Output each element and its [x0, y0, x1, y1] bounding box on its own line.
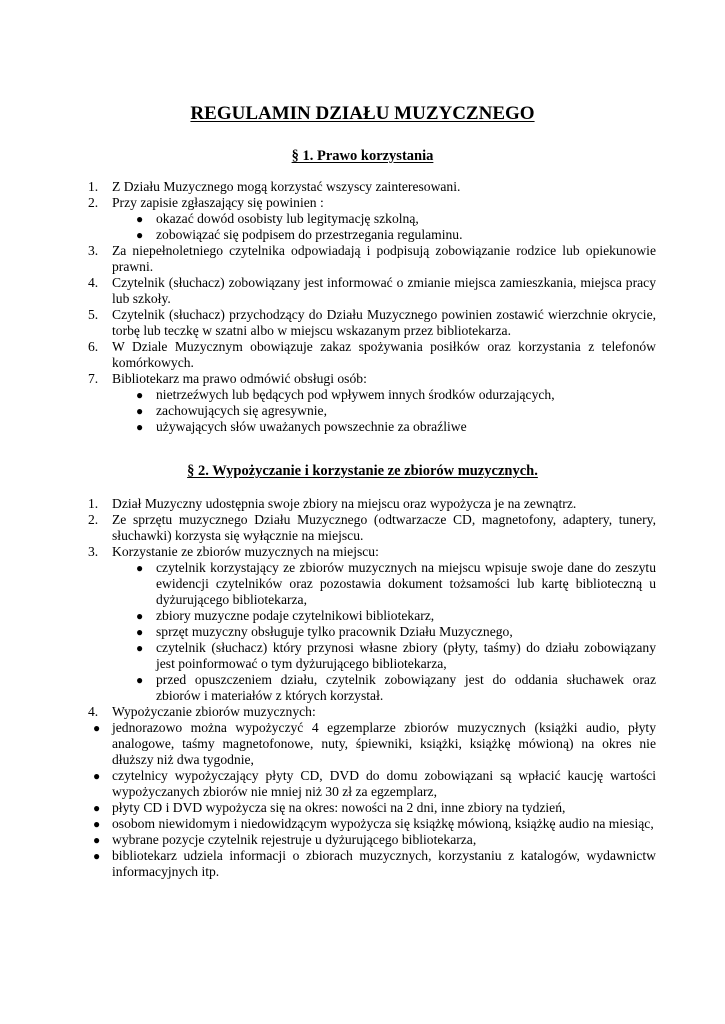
list-item: [88, 275, 656, 307]
section-1-list: [88, 179, 656, 435]
section-2-heading: § 2. Wypożyczanie i korzystanie ze zbiorów muzycznych.: [187, 463, 538, 479]
item-text: Wypożyczanie zbiorów muzycznych:: [112, 704, 316, 719]
bullet-item: ● czytelnik (słuchacz) który przynosi własne zbiory (płyty, taśmy) do działu zobowiązany jest poinformować o tym dyżurującego bibliotekarza,: [136, 640, 656, 671]
item-text: Korzystanie ze zbiorów muzycznych na miejscu:: [112, 544, 379, 559]
item-text: Przy zapisie zgłaszający się powinien :: [112, 195, 324, 210]
bullet-item: ● sprzęt muzyczny obsługuje tylko pracownik Działu Muzycznego,: [136, 624, 513, 639]
item-text: Z Działu Muzycznego mogą korzystać wszyscy zainteresowani.: [112, 179, 461, 194]
bullet-item: ● czytelnik korzystający ze zbiorów muzycznych na miejscu wpisuje swoje dane do zeszytu ewidencji czytelników oraz pozostawia dokument tożsamości lub kartę biblioteczną u dyżurującego bibliotekarza,: [136, 560, 656, 607]
bullet-item: ● nietrzeźwych lub będących pod wpływem innych środków odurzających,: [136, 387, 555, 402]
list-item: [88, 544, 656, 704]
bullet-item: ● osobom niewidomym i niedowidzącym wypożycza się książkę mówioną, książkę audio na miesiąc,: [93, 816, 654, 831]
item-number: 7.: [88, 371, 99, 386]
section-1-heading: § 1. Prawo korzystania: [291, 148, 434, 164]
bullet-icon: ●: [136, 420, 144, 434]
item-number: 2.: [88, 195, 99, 210]
item-number: 2.: [88, 512, 99, 527]
bullet-item: ● zobowiązać się podpisem do przestrzegania regulaminu.: [136, 227, 463, 242]
bullet-list: [88, 720, 656, 880]
bullet-list: [112, 560, 656, 704]
bullet-item: ● okazać dowód osobisty lub legitymację szkolną,: [136, 211, 419, 226]
document-title: REGULAMIN DZIAŁU MUZYCZNEGO: [190, 103, 535, 124]
bullet-icon: ●: [93, 817, 101, 831]
list-item: [88, 512, 656, 544]
bullet-icon: ●: [136, 388, 144, 402]
section-2-list: [88, 496, 656, 720]
bullet-item: ● płyty CD i DVD wypożycza się na okres: nowości na 2 dni, inne zbiory na tydzień,: [93, 800, 566, 815]
item-text: Ze sprzętu muzycznego Działu Muzycznego (odtwarzacze CD, magnetofony, adaptery, tunery, słuchawki) korzysta się wyłącznie na miejscu.: [112, 512, 656, 543]
list-item: [88, 704, 656, 720]
bullet-icon: ●: [136, 641, 144, 655]
list-item: [88, 371, 656, 435]
bullet-icon: ●: [136, 561, 144, 575]
item-text: Za niepełnoletniego czytelnika odpowiadają i podpisują zobowiązanie rodzice lub opiekunowie prawni.: [112, 243, 656, 274]
item-text: Dział Muzyczny udostępnia swoje zbiory na miejscu oraz wypożycza je na zewnątrz.: [112, 496, 577, 511]
bullet-item: ● czytelnicy wypożyczający płyty CD, DVD do domu zobowiązani są wpłacić kaucję wartości wypożyczanych zbiorów nie mniej niż 30 zł za egzemplarz,: [93, 768, 656, 799]
item-number: 6.: [88, 339, 99, 354]
list-item: [88, 307, 656, 339]
bullet-item: ● bibliotekarz udziela informacji o zbiorach muzycznych, korzystaniu z katalogów, wydawnictw informacyjnych itp.: [93, 848, 656, 879]
item-text: Czytelnik (słuchacz) przychodzący do Działu Muzycznego powinien zostawić wierzchnie okrycie, torbę lub teczkę w szatni albo w miejscu wskazanym przez bibliotekarza.: [112, 307, 656, 338]
bullet-icon: ●: [136, 212, 144, 226]
bullet-item: ● przed opuszczeniem działu, czytelnik zobowiązany jest do oddania słuchawek oraz zbiorów i materiałów z których korzystał.: [136, 672, 656, 703]
bullet-icon: ●: [93, 833, 101, 847]
bullet-item: ● jednorazowo można wypożyczyć 4 egzemplarze zbiorów muzycznych (książki audio, płyty analogowe, taśmy magnetofonowe, nuty, śpiewniki, książki, książkę mówioną) na okres nie dłuższy niż dwa tygodnie,: [93, 720, 656, 767]
item-number: 5.: [88, 307, 99, 322]
bullet-icon: ●: [136, 404, 144, 418]
bullet-list: [112, 211, 656, 243]
item-number: 3.: [88, 544, 99, 559]
bullet-item: ● zbiory muzyczne podaje czytelnikowi bibliotekarz,: [136, 608, 435, 623]
section-1: [88, 179, 656, 435]
bullet-icon: ●: [136, 625, 144, 639]
section-2: [88, 496, 656, 880]
bullet-icon: ●: [93, 801, 101, 815]
bullet-item: ● wybrane pozycje czytelnik rejestruje u dyżurującego bibliotekarza,: [93, 832, 477, 847]
list-item: [88, 179, 656, 195]
list-item: [88, 339, 656, 371]
item-number: 1.: [88, 496, 99, 511]
bullet-icon: ●: [136, 673, 144, 687]
list-item: [88, 195, 656, 243]
bullet-icon: ●: [136, 609, 144, 623]
bullet-icon: ●: [93, 721, 101, 735]
item-number: 4.: [88, 275, 99, 290]
item-number: 1.: [88, 179, 99, 194]
list-item: [88, 496, 656, 512]
bullet-icon: ●: [93, 849, 101, 863]
item-number: 4.: [88, 704, 99, 719]
item-text: Czytelnik (słuchacz) zobowiązany jest informować o zmianie miejsca zamieszkania, miejsca pracy lub szkoły.: [112, 275, 656, 306]
bullet-icon: ●: [93, 769, 101, 783]
bullet-item: ● używających słów uważanych powszechnie za obraźliwe: [136, 419, 467, 434]
item-number: 3.: [88, 243, 99, 258]
item-text: W Dziale Muzycznym obowiązuje zakaz spożywania posiłków oraz korzystania z telefonów komórkowych.: [112, 339, 656, 370]
item-text: Bibliotekarz ma prawo odmówić obsługi osób:: [112, 371, 367, 386]
bullet-icon: ●: [136, 228, 144, 242]
bullet-item: ● zachowujących się agresywnie,: [136, 403, 327, 418]
list-item: [88, 243, 656, 275]
bullet-list: [112, 387, 656, 435]
